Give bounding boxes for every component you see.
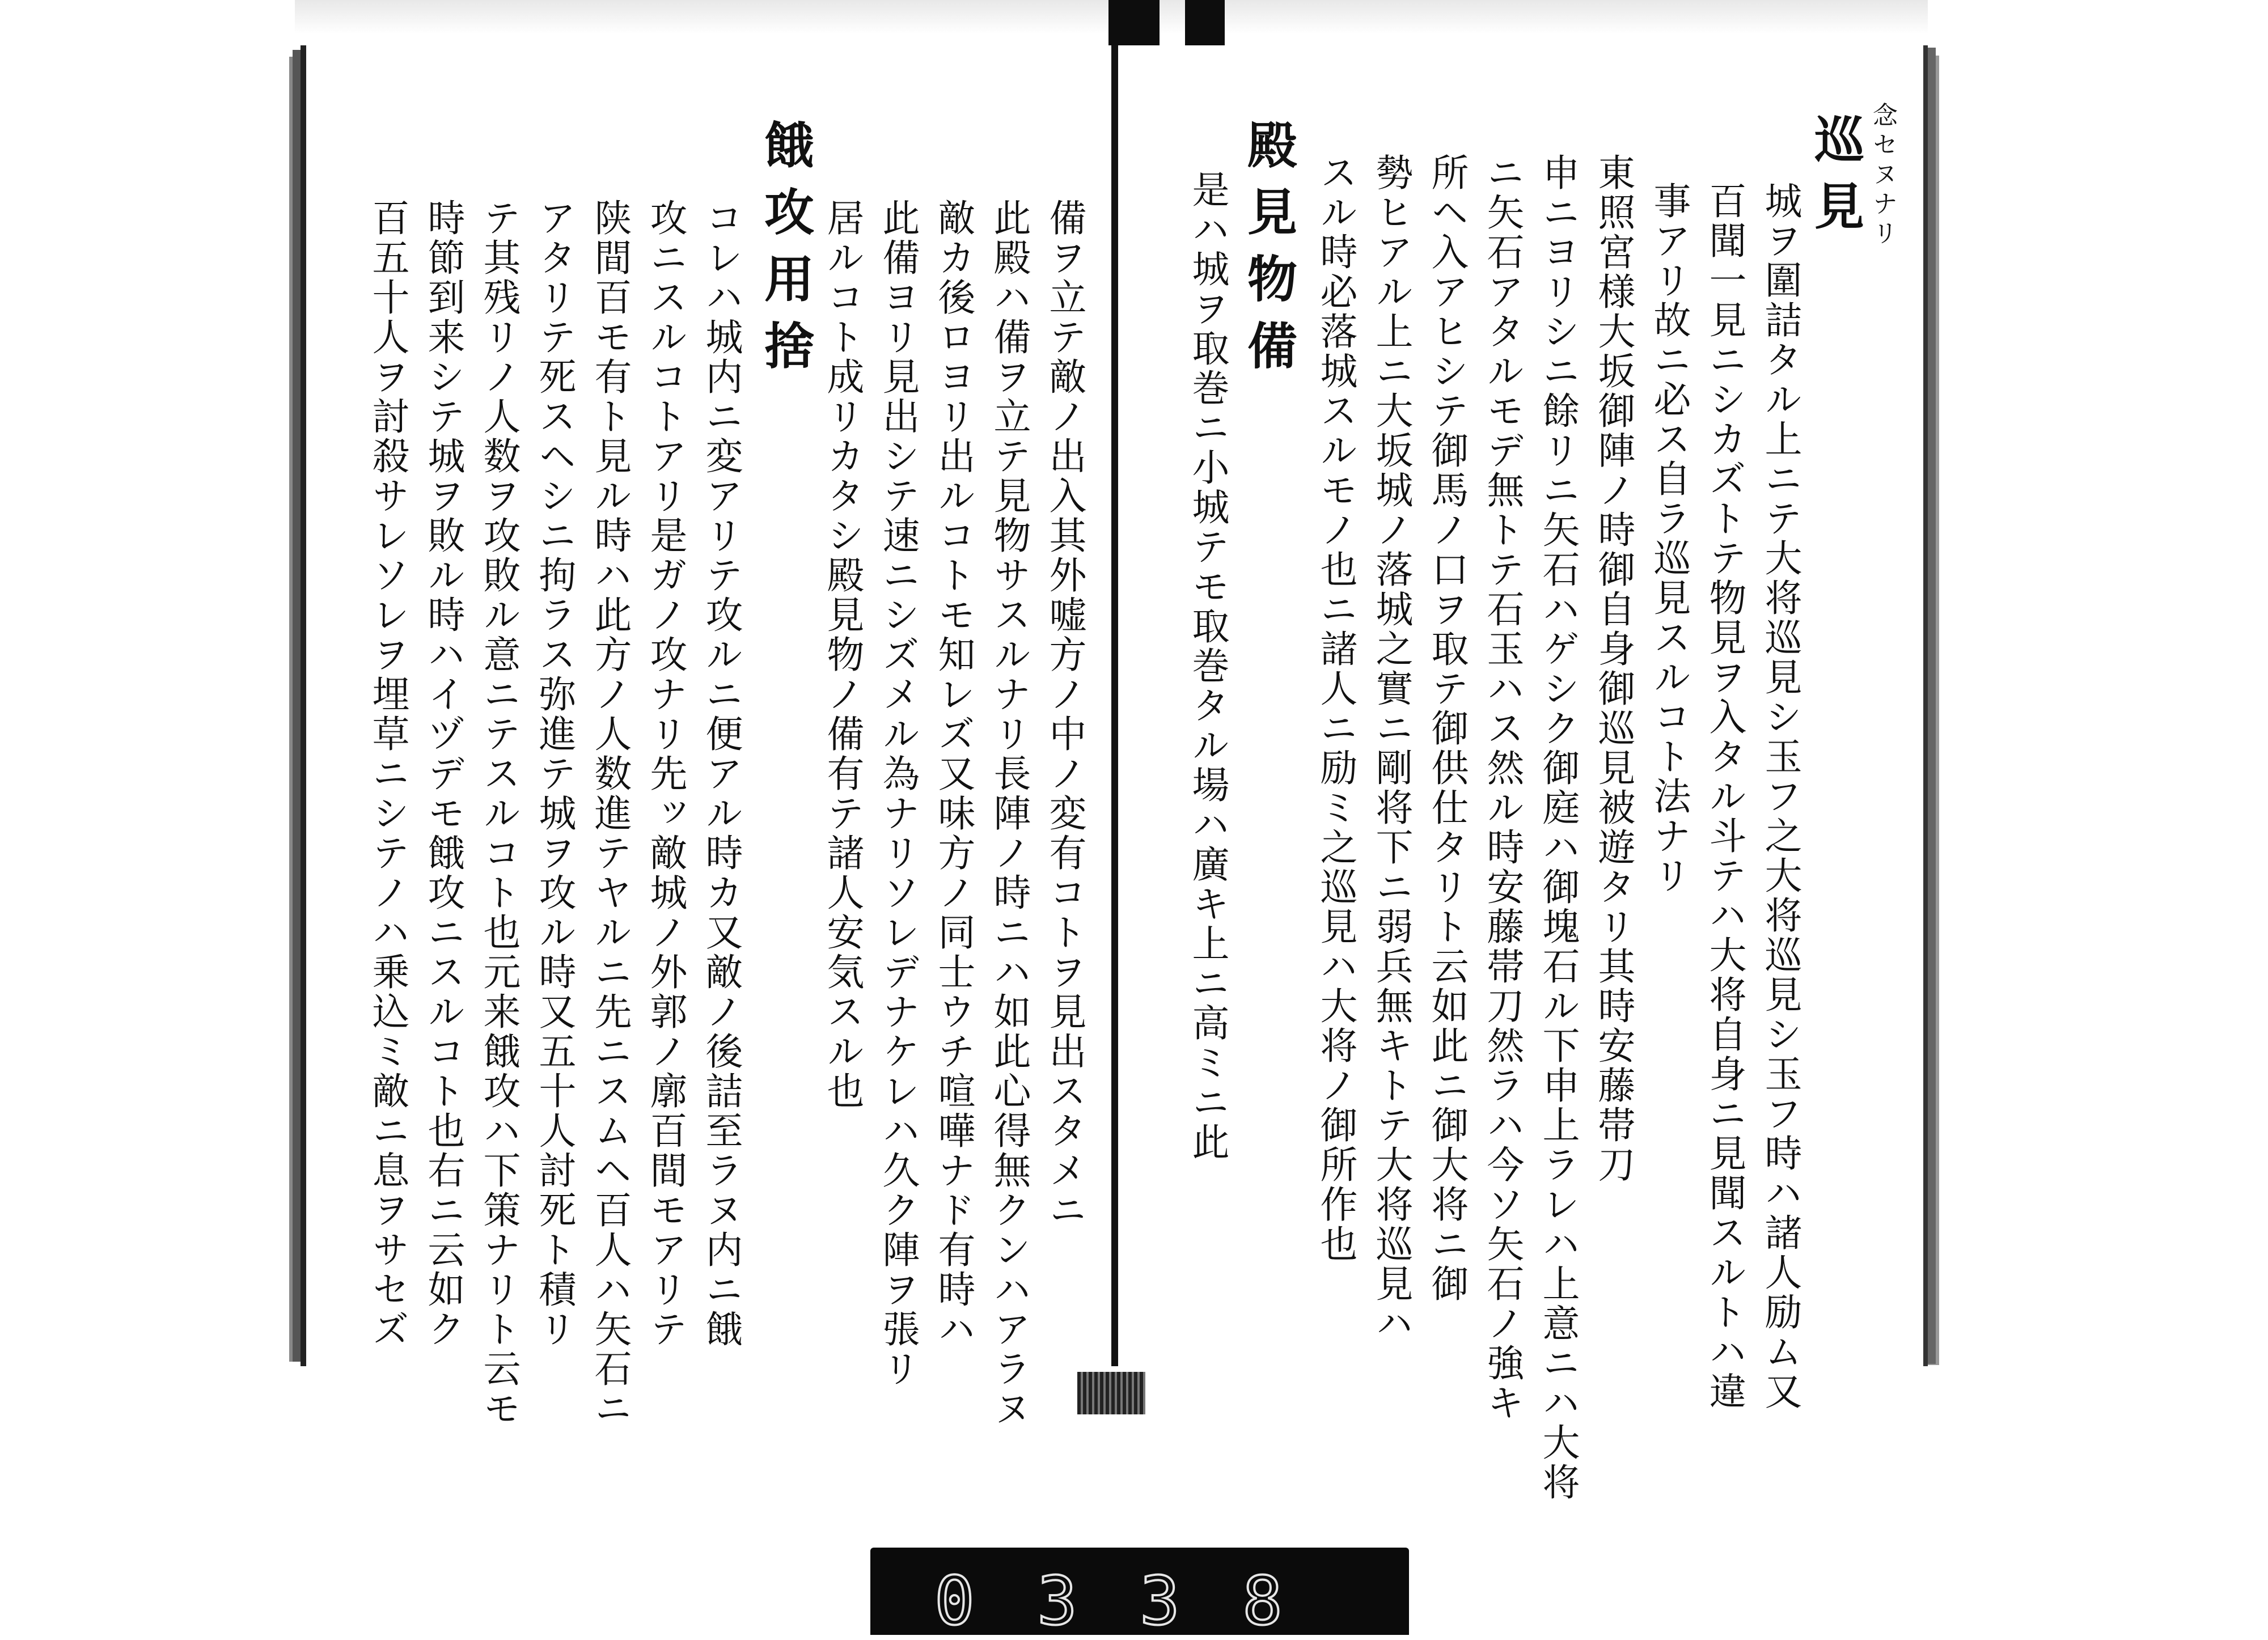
text-column: テ其残リノ人数ヲ攻敗ル意ニテスルコト也元来餓攻ハ下策ナリト云モ xyxy=(477,198,521,1429)
left-page xyxy=(301,45,1117,1429)
right-page-text xyxy=(1158,102,1897,1502)
text-column: 申ニヨリシニ餘リニ矢石ハゲシク御庭ハ御塊石ル下申上ラレハ上意ニハ大将 xyxy=(1536,153,1580,1502)
text-column: 此殿ハ備ヲ立テ見物サスルナリ長陣ノ時ニハ如此心得無クンハアラヌ xyxy=(987,198,1031,1429)
text-column: 時節到来シテ城ヲ敗ル時ハイヅデモ餓攻ニスルコト也右ニ云如ク xyxy=(421,198,465,1349)
section-heading: 巡見 xyxy=(1806,113,1865,247)
text-column: 東照宮様大坂御陣ノ時御自身御巡見被遊タリ其時安藤帯刀 xyxy=(1592,153,1635,1185)
text-column: コレハ城内ニ変アリテ攻ルニ便アル時カ又敵ノ後詰至ラヌ内ニ餓 xyxy=(699,198,743,1349)
text-column: 敵カ後ロヨリ出ルコトモ知レズ又味方ノ同士ウチ喧嘩ナド有時ハ xyxy=(932,198,975,1349)
right-page xyxy=(1111,45,1928,1502)
text-column: 百聞一見ニシカズトテ物見ヲ入タル斗テハ大将自身ニ見聞スルトハ違 xyxy=(1703,181,1746,1412)
frame-number: 0338 xyxy=(934,1562,1345,1640)
text-column: 備ヲ立テ敵ノ出入其外嘘方ノ中ノ変有コトヲ見出スタメニ xyxy=(1043,198,1086,1230)
text-column: 所ヘ入アヒシテ御馬ノ口ヲ取テ御供仕タリト云如此ニ御大将ニ御 xyxy=(1425,153,1469,1304)
section-heading: 殿見物備 xyxy=(1239,119,1298,387)
text-column: 是ハ城ヲ取巻ニ小城テモ取巻タル場ハ廣キ上ニ高ミニ此 xyxy=(1186,170,1229,1162)
gutter-shadow xyxy=(1077,1372,1145,1414)
text-column: 此備ヨリ見出シテ速ニシズメル為ナリソレデナケレハ久ク陣ヲ張リ xyxy=(876,198,920,1389)
text-column: 事アリ故ニ必ス自ラ巡見スルコト法ナリ xyxy=(1647,181,1691,896)
text-column: スル時必落城スルモノ也ニ諸人ニ励ミ之巡見ハ大将ノ御所作也 xyxy=(1314,153,1357,1264)
text-column: ニ矢石アタルモデ無トテ石玉ハス然ル時安藤帯刀然ラハ今ソ矢石ノ強キ xyxy=(1480,153,1524,1423)
text-column: 居ルコト成リカタシ殿見物ノ備有テ諸人安気スル也 xyxy=(820,198,864,1111)
text-column: アタリテ死スヘシニ拘ラス弥進テ城ヲ攻ル時又五十人討死ト積リ xyxy=(532,198,576,1349)
margin-note: 念セヌナリ xyxy=(1868,102,1897,249)
open-book xyxy=(266,23,1979,1502)
text-column: 陕間百モ有ト見ル時ハ此方ノ人数進テヤルニ先ニスムヘ百人ハ矢石ニ xyxy=(588,198,632,1429)
section-heading: 餓攻用捨 xyxy=(756,119,815,387)
text-column: 攻ニスルコトアリ是ガノ攻ナリ先ッ敵城ノ外郭ノ廓百間モアリテ xyxy=(644,198,687,1349)
left-page-text xyxy=(352,119,1086,1429)
text-column: 城ヲ圍詰タル上ニテ大将巡見シ玉フ之大将巡見シ玉フ時ハ諸人励ム又 xyxy=(1758,181,1802,1412)
text-column: 百五十人ヲ討殺サレソレヲ埋草ニシテノハ乗込ミ敵ニ息ヲサセズ xyxy=(366,198,409,1349)
text-column: 勢ヒアル上ニ大坂城ノ落城之實ニ剛将下ニ弱兵無キトテ大将巡見ハ xyxy=(1369,153,1413,1344)
